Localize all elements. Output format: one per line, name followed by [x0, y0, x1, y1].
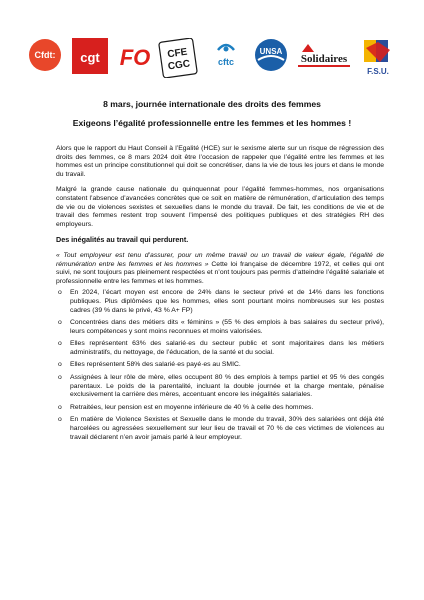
bullet-icon: o — [58, 289, 62, 297]
cftc-logo — [208, 38, 244, 74]
section-heading: Des inégalités au travail qui perdurent. — [56, 235, 189, 245]
list-item: o Elles représentent 58% des salarié·es payé·es au SMIC. — [58, 361, 241, 369]
law-quote: « Tout employeur est tenu d’assurer, pour un même travail ou un travail de valeur égale, l’égalité de rémunération entre les femmes et les hommes » — [56, 251, 384, 268]
bullet-icon: o — [58, 416, 62, 424]
unsa-logo — [254, 38, 288, 72]
list-item: o En matière de Violence Sexistes et Sexuelle dans le monde du travail, 30% des salariées ont déjà été harcelées ou agressées sexuellement sur leur lieu de travail et 70 % de ces victimes de violences au travail déclarent n’en avoir jamais parlé à leur employeur. — [58, 416, 384, 441]
svg-text:cgt: cgt — [80, 50, 100, 65]
list-item: o En 2024, l’écart moyen est encore de 24% dans le secteur privé et de 14% dans les fonctions publiques. Plus diplômées que les hommes, elles sont pourtant moins nombreuses sur les postes cadres (39 % dans le privé, 43 % A+ FP) — [58, 289, 384, 314]
intro-paragraph: Alors que le rapport du Haut Conseil à l’Egalité (HCE) sur le sexisme alerte sur un risque de régression des droits des femmes, ce 8 mars 2024 doit être l’occasion de rappeler que l’égalité entre les femmes et les hommes est un principe constitutionnel qui doit se concrétiser, dans la vie de tous les jours et dans le monde du travail. — [56, 145, 384, 178]
bullet-icon: o — [58, 361, 62, 369]
list-item: o Concentrées dans des métiers dits « féminins » (55 % des emplois à bas salaires du secteur privé), leurs compétences y sont moins reconnues et moins valorisées. — [58, 319, 384, 335]
fo-logo — [118, 38, 152, 74]
bullet-icon: o — [58, 403, 62, 411]
main-title: 8 mars, journée internationale des droits des femmes — [103, 99, 321, 109]
fsu-logo — [360, 38, 396, 80]
union-logos — [28, 38, 396, 80]
svg-text:CGC: CGC — [167, 58, 191, 73]
svg-text:F.S.U.: F.S.U. — [367, 67, 389, 76]
svg-text:Cfdt:: Cfdt: — [34, 50, 56, 60]
cgt-logo — [72, 38, 108, 74]
svg-text:cftc: cftc — [217, 57, 235, 67]
bullet-icon: o — [58, 374, 62, 382]
body-text — [56, 145, 384, 446]
context-paragraph: Malgré la grande cause nationale du quinquennat pour l’égalité femmes-hommes, nos organisations constatent l’absence d’avancées concrètes que ce soit en matière de rémunération, d’articulation des temps de vie ou de violences sexistes et sexuelles dans le monde du travail. De fait, les conditions de vie et de travail des femmes restent trop souvent l’impensé des politiques publiques et des stratégies RH des employeurs. — [56, 186, 384, 228]
list-item: o Assignées à leur rôle de mère, elles occupent 80 % des emplois à temps partiel et 95 % des congés parentaux. Le poids de la parentalité, incluant la double journée et la charge mentale, pénalise exclusivement la carrière des mères, accentuant encore les inégalités salariales. — [58, 374, 384, 399]
bullet-icon: o — [58, 319, 62, 327]
inequality-list — [56, 289, 384, 442]
svg-text:FO: FO — [119, 45, 151, 70]
svg-text:UNSA: UNSA — [259, 47, 283, 56]
law-commentary: Cette loi française de décembre 1972, et celles qui ont suivi, ne sont toujours pas pleinement respectées et n’ont toujours pas permis d’atteindre l’égalité salariale et professionnelle entre les femmes et les hommes. — [56, 260, 384, 285]
subtitle: Exigeons l’égalité professionnelle entre les femmes et les hommes ! — [72, 118, 352, 128]
cfe-cgc-logo — [158, 38, 198, 78]
law-paragraph — [56, 252, 384, 286]
list-item: o Retraitées, leur pension est en moyenne inférieure de 40 % à celle des hommes. — [58, 403, 314, 411]
cfdt-logo — [28, 38, 62, 72]
list-item: o Elles représentent 63% des salarié·es du secteur public et sont majoritaires dans les métiers administratifs, du nettoyage, de l’éducation, de la santé et du social. — [58, 340, 384, 356]
svg-text:Solidaires: Solidaires — [300, 53, 348, 65]
svg-text:CFE: CFE — [166, 46, 189, 61]
bullet-icon: o — [58, 340, 62, 348]
solidaires-logo — [294, 38, 354, 74]
heading-block — [0, 98, 424, 129]
